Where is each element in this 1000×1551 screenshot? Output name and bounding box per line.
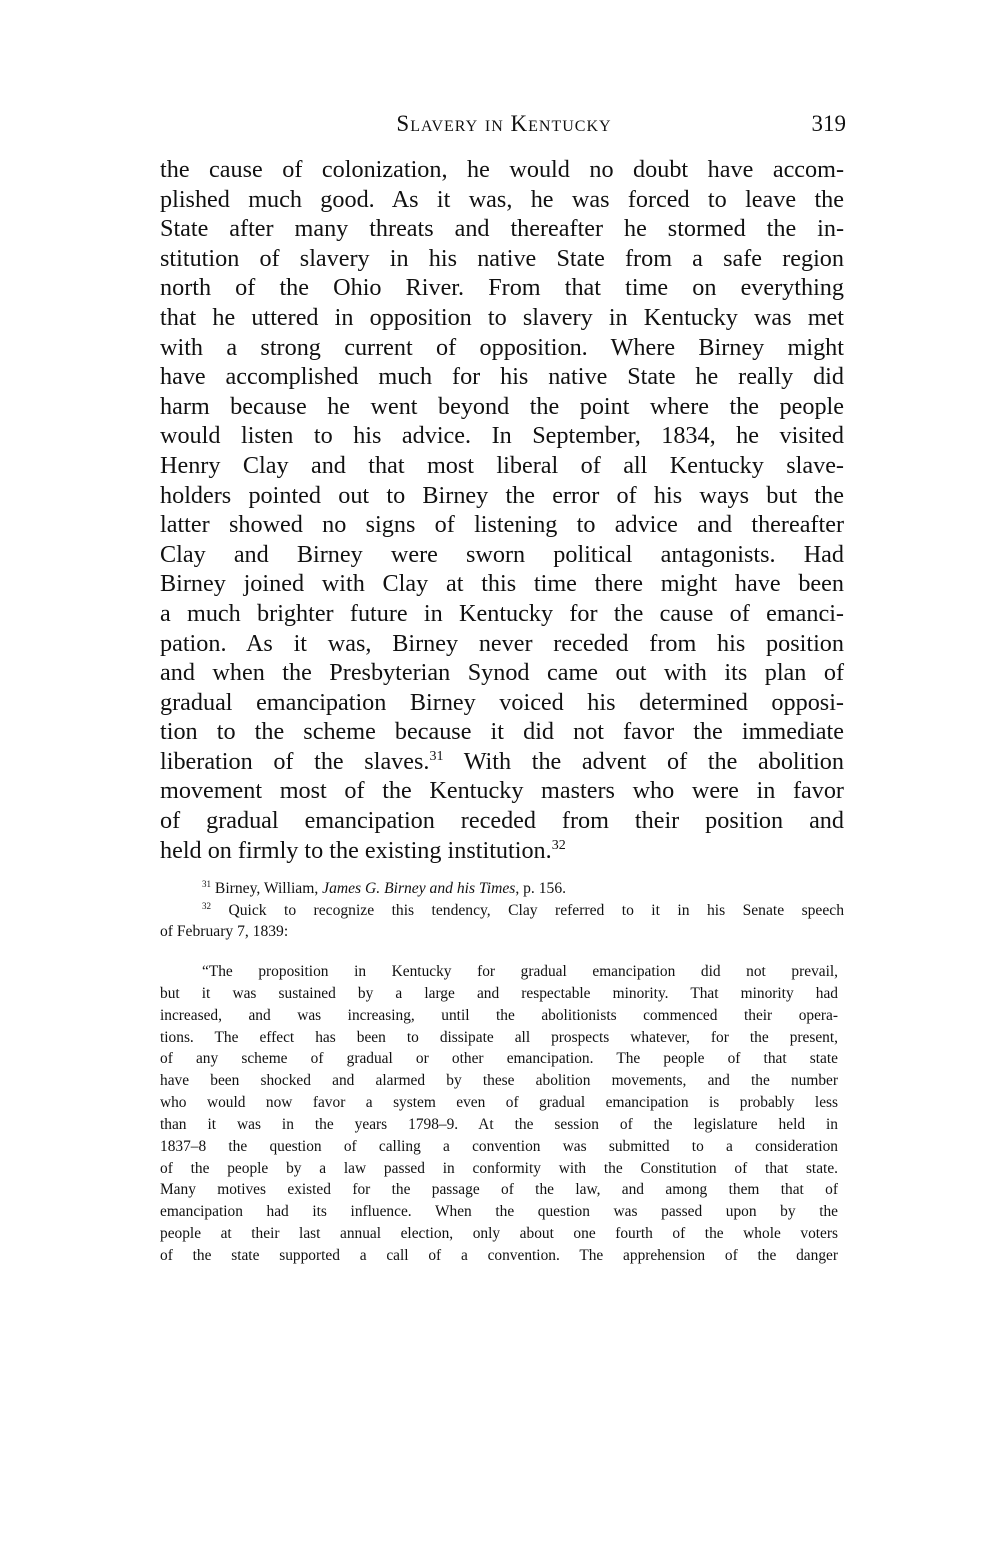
- body-line: tion to the scheme because it did not favor the immediate: [160, 718, 844, 746]
- page-number: 319: [811, 111, 846, 136]
- footnote-number: 32: [202, 900, 212, 911]
- quote-line: who would now favor a system even of gradual emancipation is probably less: [160, 1094, 838, 1112]
- body-line: holders pointed out to Birney the error of his ways but the: [160, 481, 844, 509]
- quote-line: of the state supported a call of a convention. The apprehension of the danger: [160, 1246, 838, 1264]
- body-line: [160, 747, 844, 777]
- body-line: pation. As it was, Birney never receded from his position: [160, 629, 844, 657]
- quote-line: emancipation had its influence. When the question was passed upon by the: [160, 1203, 838, 1221]
- body-line: the cause of colonization, he would no doubt have accom-: [160, 156, 844, 183]
- quote-line: increased, and was increasing, until the abolitionists commenced their opera-: [160, 1006, 838, 1024]
- body-line: with a strong current of opposition. Where Birney might: [160, 333, 844, 361]
- quote-line: 1837–8 the question of calling a convention was submitted to a consideration: [160, 1137, 838, 1155]
- body-text-segment: held on firmly to the existing institution.: [160, 836, 552, 864]
- body-text-segment: liberation of the slaves.: [160, 747, 430, 775]
- body-line: State after many threats and thereafter he stormed the in-: [160, 215, 844, 243]
- body-line: a much brighter future in Kentucky for the cause of emanci-: [160, 599, 844, 627]
- running-head: [160, 108, 848, 140]
- quote-line: Many motives existed for the passage of the law, and among them that of: [160, 1181, 838, 1199]
- body-line: Henry Clay and that most liberal of all Kentucky slave-: [160, 451, 844, 479]
- body-line: latter showed no signs of listening to advice and thereafter: [160, 511, 844, 539]
- footnote-text: Quick to recognize this tendency, Clay referred to it in his Senate speech: [211, 901, 844, 919]
- footnote-ref-31[interactable]: 31: [429, 747, 444, 764]
- quote-line: of any scheme of gradual or other emancipation. The people of that state: [160, 1050, 838, 1068]
- footnote-32-continued: of February 7, 1839:: [160, 923, 289, 941]
- footnote-book-title: James G. Birney and his Times: [322, 880, 516, 897]
- footnote-page: , p. 156.: [515, 880, 567, 897]
- quote-line: but it was sustained by a large and respectable minority. That minority had: [160, 984, 838, 1002]
- body-line: would listen to his advice. In September, 1834, he visited: [160, 422, 844, 450]
- quote-line: than it was in the years 1798–9. At the session of the legislature held in: [160, 1115, 838, 1133]
- body-line: Birney joined with Clay at this time there might have been: [160, 570, 844, 598]
- body-line: harm because he went beyond the point where the people: [160, 392, 844, 420]
- quote-line: “The proposition in Kentucky for gradual emancipation did not prevail,: [202, 963, 838, 980]
- body-line: [160, 836, 844, 866]
- body-line: that he uttered in opposition to slavery in Kentucky was met: [160, 303, 844, 331]
- body-line: Clay and Birney were sworn political antagonists. Had: [160, 540, 844, 568]
- footnotes: [160, 878, 844, 943]
- quote-line: have been shocked and alarmed by these abolition movements, and the number: [160, 1072, 838, 1090]
- footnote-ref-32[interactable]: 32: [551, 836, 566, 853]
- body-line: movement most of the Kentucky masters who were in favor: [160, 777, 844, 805]
- footnote-author: Birney, William,: [211, 880, 323, 897]
- body-line: of gradual emancipation receded from their position and: [160, 807, 844, 835]
- body-line: have accomplished much for his native State he really did: [160, 363, 844, 391]
- body-line: and when the Presbyterian Synod came out with its plan of: [160, 659, 844, 687]
- quote-line: of the people by a law passed in conformity with the Constitution of that state.: [160, 1159, 838, 1177]
- body-line: stitution of slavery in his native State from a safe region: [160, 244, 844, 272]
- running-title: Slavery in Kentucky: [396, 111, 612, 136]
- footnote-number: 31: [202, 879, 212, 890]
- block-quotation: [160, 961, 838, 1267]
- quote-line: people at their last annual election, only about one fourth of the whole voters: [160, 1225, 838, 1243]
- quote-line: tions. The effect has been to dissipate all prospects whatever, for the present,: [160, 1028, 838, 1046]
- body-line: gradual emancipation Birney voiced his determined opposi-: [160, 688, 844, 716]
- body-line: plished much good. As it was, he was forced to leave the: [160, 185, 844, 213]
- footnote-32: [160, 900, 844, 922]
- body-text-segment: With the advent of the abolition: [443, 747, 844, 775]
- body-line: north of the Ohio River. From that time on everything: [160, 274, 844, 302]
- body-paragraph: [160, 155, 844, 865]
- footnote-31: [160, 878, 844, 900]
